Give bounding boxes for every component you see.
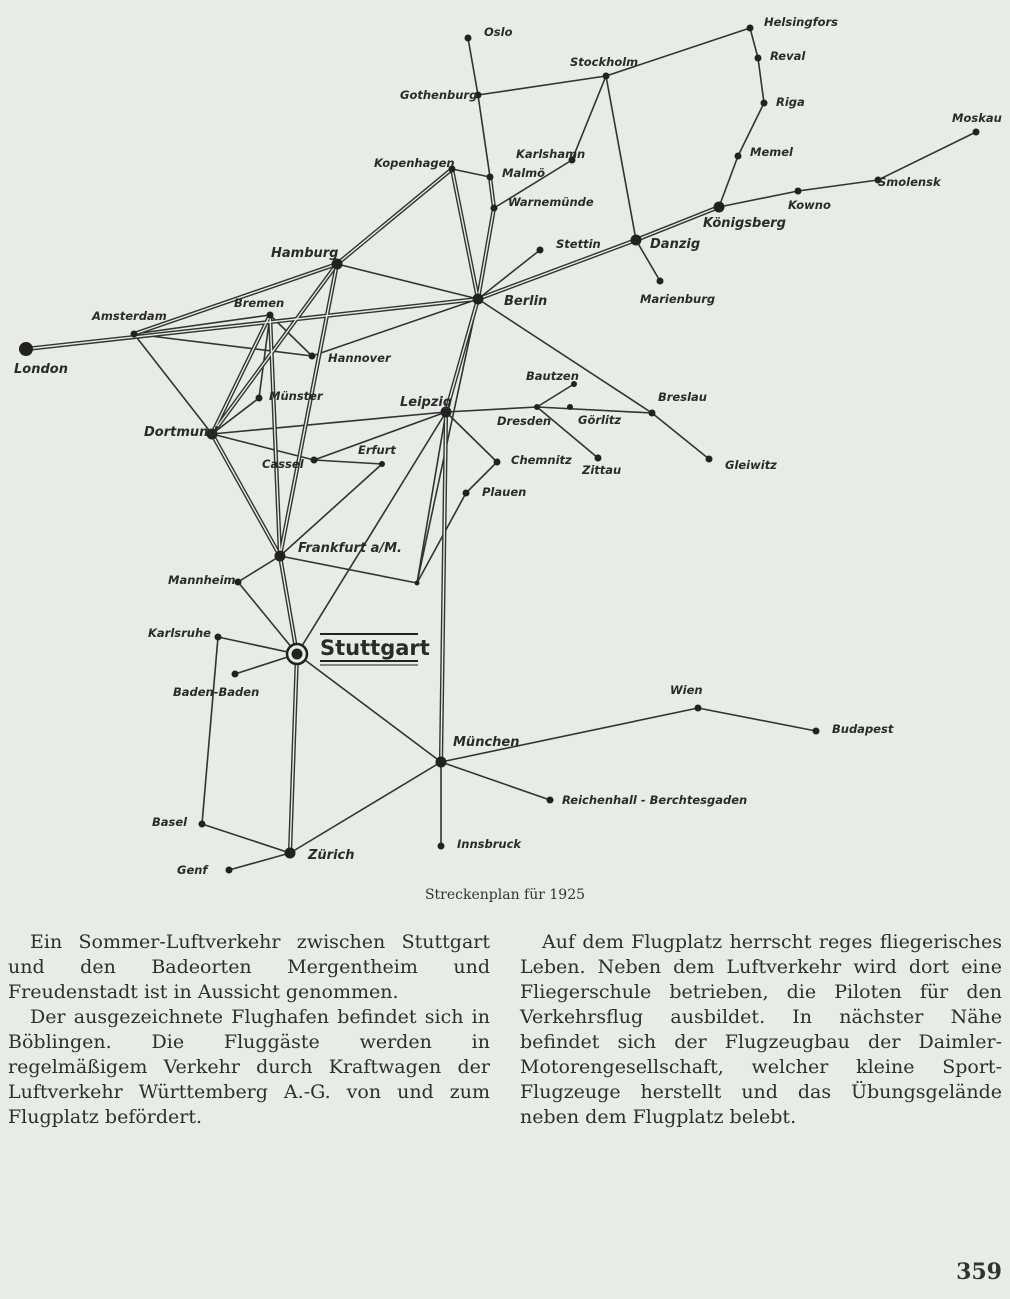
city-node-moskau: [973, 129, 980, 136]
city-label-muenster: Münster: [269, 389, 323, 403]
text-column-right: [520, 930, 1002, 1130]
route-line: [337, 264, 478, 299]
city-label-malmo: Malmö: [502, 166, 546, 180]
city-node-stockholm: [603, 73, 610, 80]
paragraph: Der ausgezeichnete Flughafen befindet sich in Böblingen. Die Fluggäste werden in regelmäßigem Verkehr durch Kraftwagen der Luftverkehr Württemberg A.-G. von und zum Flugplatz befördert.: [8, 1006, 490, 1128]
city-label-moskau: Moskau: [952, 111, 1002, 125]
city-label-dortmund: Dortmund: [144, 425, 218, 440]
city-label-basel: Basel: [152, 815, 188, 829]
city-label-mannheim: Mannheim: [168, 573, 236, 587]
route-line: [719, 191, 798, 207]
route-line: [229, 853, 290, 870]
city-label-stockholm: Stockholm: [570, 55, 639, 69]
city-label-bautzen: Bautzen: [526, 369, 579, 383]
city-label-breslau: Breslau: [658, 390, 707, 404]
city-node-amsterdam: [131, 331, 138, 338]
city-node-badenbaden: [232, 671, 239, 678]
city-label-oslo: Oslo: [484, 25, 513, 39]
city-node-kowno: [795, 188, 802, 195]
route-line: [652, 413, 709, 459]
city-node-cassel: [311, 457, 318, 464]
route-line: [758, 58, 764, 103]
city-label-innsbruck: Innsbruck: [457, 837, 522, 851]
text-column-left: [8, 930, 490, 1130]
city-label-budapest: Budapest: [832, 722, 894, 736]
city-node-chemnitz: [494, 459, 501, 466]
route-line: [280, 556, 417, 583]
main-route-line-inner: [337, 169, 452, 264]
city-node-frankfurt: [275, 551, 286, 562]
city-label-karlshamn: Karlshamn: [516, 147, 586, 161]
city-labels: [14, 15, 1002, 877]
city-label-memel: Memel: [750, 145, 793, 159]
city-label-helsingfors: Helsingfors: [764, 15, 838, 29]
route-line: [698, 708, 816, 731]
city-label-frankfurt: Frankfurt a/M.: [298, 541, 402, 556]
city-node-wien: [695, 705, 702, 712]
city-label-amsterdam: Amsterdam: [92, 309, 167, 323]
page-number: 359: [956, 1259, 1002, 1285]
city-label-danzig: Danzig: [650, 237, 701, 252]
city-node-muenchen: [436, 757, 447, 768]
city-node-riga: [761, 100, 768, 107]
city-label-zuerich: Zürich: [308, 848, 355, 863]
city-node-gleiwitz: [706, 456, 713, 463]
city-node-karlsruhe: [215, 634, 222, 641]
city-label-wien: Wien: [670, 683, 703, 697]
city-label-badenbaden: Baden-Baden: [173, 685, 260, 699]
city-node-london: [19, 342, 33, 356]
city-node-oslo: [465, 35, 472, 42]
city-node-helsingfors: [747, 25, 754, 32]
route-line: [478, 299, 652, 413]
city-label-smolensk: Smolensk: [878, 175, 941, 189]
city-node-budapest: [813, 728, 820, 735]
route-line: [446, 407, 537, 412]
city-label-cassel: Cassel: [262, 457, 304, 471]
city-label-gothenburg: Gothenburg: [400, 88, 478, 102]
city-label-genf: Genf: [177, 863, 208, 877]
city-label-riga: Riga: [776, 95, 805, 109]
city-node-breslau: [649, 410, 656, 417]
city-node-mannheim: [235, 579, 242, 586]
city-label-leipzig: Leipzig: [400, 395, 453, 410]
route-line: [202, 637, 218, 824]
city-label-berlin: Berlin: [504, 294, 548, 309]
route-line: [202, 824, 290, 853]
city-node-reval: [755, 55, 762, 62]
main-route-line-inner: [280, 556, 297, 654]
city-node-hannover: [309, 353, 316, 360]
route-line: [537, 384, 574, 407]
main-route-line-inner: [212, 315, 270, 434]
route-line: [468, 38, 478, 95]
city-label-gleiwitz: Gleiwitz: [725, 458, 777, 472]
city-label-reval: Reval: [770, 49, 806, 63]
main-route-line-inner: [478, 208, 494, 299]
city-label-london: London: [14, 362, 68, 377]
route-line: [878, 132, 976, 180]
city-label-warnemuende: Warnemünde: [508, 195, 594, 209]
city-label-muenchen: München: [453, 735, 520, 750]
city-node-marienburg: [657, 278, 664, 285]
paragraph: Ein Sommer-Luftverkehr zwischen Stuttgart und den Badeorten Mergentheim und Freudenstadt ist in Aussicht genommen.: [8, 931, 490, 1003]
route-line: [719, 156, 738, 207]
city-node-basel: [199, 821, 206, 828]
city-label-stuttgart: Stuttgart: [320, 636, 430, 660]
route-line: [238, 556, 280, 582]
city-node-innsbruck: [438, 843, 445, 850]
city-node-goerlitz: [567, 404, 573, 410]
city-node-memel: [735, 153, 742, 160]
city-node-junction: [415, 581, 420, 586]
city-label-stettin: Stettin: [556, 237, 601, 251]
city-node-berlin: [473, 294, 484, 305]
city-label-erfurt: Erfurt: [358, 443, 396, 457]
route-line: [452, 169, 490, 177]
city-label-zittau: Zittau: [582, 463, 622, 477]
main-route-line-inner: [290, 654, 297, 853]
route-line: [798, 180, 878, 191]
city-label-plauen: Plauen: [482, 485, 527, 499]
route-line: [134, 334, 212, 434]
map-caption: Streckenplan für 1925: [424, 887, 586, 903]
city-label-goerlitz: Görlitz: [578, 413, 622, 427]
route-line: [446, 412, 497, 462]
route-line: [478, 76, 606, 95]
city-label-koenigsberg: Königsberg: [703, 216, 786, 231]
route-line: [750, 28, 758, 58]
city-label-dresden: Dresden: [497, 414, 552, 428]
main-route-line-inner: [452, 169, 478, 299]
city-node-malmo: [487, 174, 494, 181]
city-node-bremen: [267, 312, 274, 319]
route-line: [290, 762, 441, 853]
city-label-kopenhagen: Kopenhagen: [374, 156, 455, 170]
city-node-plauen: [463, 490, 470, 497]
city-label-kowno: Kowno: [788, 198, 831, 212]
city-label-hamburg: Hamburg: [271, 246, 339, 261]
city-label-karlsruhe: Karlsruhe: [148, 626, 211, 640]
city-node-koenigsberg: [714, 202, 725, 213]
city-node-stettin: [537, 247, 544, 254]
route-line: [314, 460, 382, 464]
route-line: [212, 412, 446, 434]
route-line: [297, 654, 441, 762]
city-node-zuerich: [285, 848, 296, 859]
city-node-danzig: [631, 235, 642, 246]
route-line: [606, 76, 636, 240]
city-label-bremen: Bremen: [234, 296, 285, 310]
stuttgart-hub-inner: [292, 649, 302, 659]
city-node-dresden: [534, 404, 540, 410]
main-route-line-inner: [212, 434, 280, 556]
city-node-zittau: [595, 455, 602, 462]
city-label-reichenhall: Reichenhall - Berchtesgaden: [562, 793, 748, 807]
city-node-muenster: [256, 395, 263, 402]
route-line: [441, 762, 550, 800]
city-node-reichenhall: [547, 797, 554, 804]
city-node-warnemuende: [491, 205, 498, 212]
city-node-genf: [226, 867, 233, 874]
city-label-chemnitz: Chemnitz: [511, 453, 572, 467]
city-node-erfurt: [379, 461, 385, 467]
city-label-marienburg: Marienburg: [640, 292, 716, 306]
city-label-hannover: Hannover: [328, 351, 391, 365]
route-line: [478, 95, 490, 177]
paragraph: Auf dem Flugplatz herrscht reges fliegerisches Leben. Neben dem Luftverkehr wird dort eine Fliegerschule betrieben, die Piloten für den Verkehrsflug ausbildet. In nächster Nähe befindet sich der Flugzeugbau der Daimler-Motorengesellschaft, welcher kleine Sport-Flugzeuge herstellt und das Übungsgelände neben dem Flugplatz belebt.: [520, 931, 1002, 1128]
